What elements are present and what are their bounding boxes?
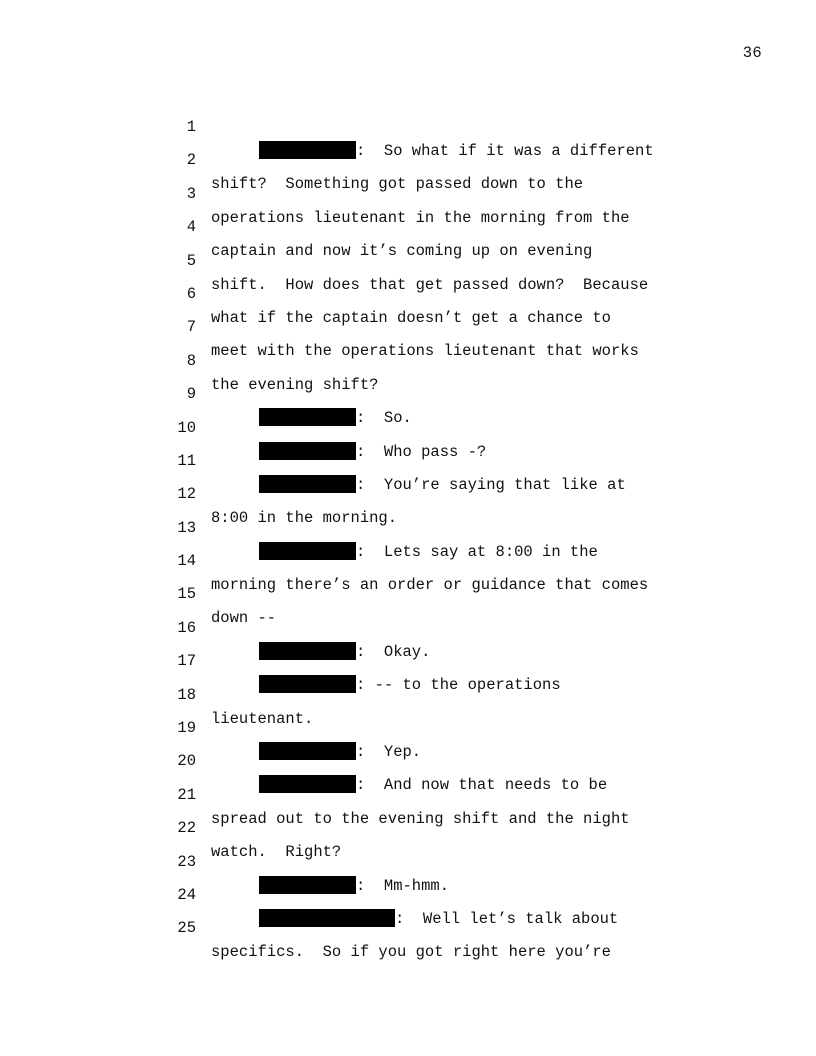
line-number: 16 [177, 618, 196, 637]
line-text: 8:00 in the morning. [211, 509, 398, 528]
transcript-line [0, 859, 816, 928]
line-text: spread out to the evening shift and the night [211, 809, 630, 828]
line-text: captain and now it’s coming up on evening [211, 242, 593, 261]
transcript-line [0, 492, 816, 561]
transcript-line [0, 592, 816, 661]
line-text: : And now that needs to be [356, 776, 608, 795]
line-text: : So what if it was a different [356, 142, 654, 160]
line-text: watch. Right? [211, 843, 342, 862]
transcript-line [0, 425, 816, 494]
line-text: : So. [356, 409, 412, 428]
line-text: shift. How does that get passed down? Because [211, 275, 649, 294]
line-text: : Lets say at 8:00 in the [356, 542, 598, 561]
line-text: the evening shift? [211, 375, 379, 394]
line-text: specifics. So if you got right here you’re [211, 943, 611, 962]
page-number: 36 [742, 44, 762, 62]
line-number: 8 [186, 351, 196, 370]
line-text: shift? Something got passed down to the [211, 175, 584, 194]
line-text: : You’re saying that like at [356, 475, 626, 494]
line-text: : Mm-hmm. [356, 876, 450, 895]
line-number: 22 [177, 819, 196, 838]
line-text: what if the captain doesn’t get a chance to [211, 308, 611, 327]
line-number: 6 [186, 284, 196, 303]
transcript-line [0, 892, 816, 962]
line-number: 14 [177, 552, 196, 571]
line-text: lieutenant. [211, 709, 314, 728]
line-text: morning there’s an order or guidance that comes [211, 576, 649, 595]
transcript-line [0, 258, 816, 327]
line-number: 7 [186, 318, 196, 337]
line-number: 19 [177, 719, 196, 738]
line-number: 4 [186, 218, 196, 237]
line-number: 20 [177, 752, 196, 771]
line-number: 15 [177, 585, 196, 604]
transcript-line [0, 325, 816, 394]
line-number: 13 [177, 518, 196, 537]
line-text: : -- to the operations [356, 676, 561, 695]
line-text: : Who pass -? [356, 442, 487, 461]
line-number: 9 [186, 385, 196, 404]
line-number: 5 [186, 251, 196, 270]
line-number: 25 [177, 919, 196, 938]
line-number: 21 [177, 785, 196, 804]
transcript-line [0, 158, 816, 227]
transcript-line [0, 191, 816, 261]
line-number: 17 [177, 652, 196, 671]
line-text: operations lieutenant in the morning from the [211, 208, 630, 227]
transcript-line [0, 291, 816, 361]
line-text: : Yep. [356, 743, 422, 762]
line-text: : Okay. [356, 642, 431, 661]
transcript-line [0, 91, 816, 160]
line-number: 23 [177, 852, 196, 871]
transcript-line [0, 225, 816, 294]
line-number: 1 [186, 118, 196, 136]
line-number: 10 [177, 418, 196, 437]
transcript-line [0, 124, 816, 194]
line-number: 12 [177, 485, 196, 504]
line-text: down -- [211, 609, 277, 628]
line-number: 3 [186, 184, 196, 203]
transcript-line [0, 759, 816, 828]
line-text: meet with the operations lieutenant that works [211, 342, 639, 361]
line-number: 11 [177, 451, 196, 470]
line-text: : Well let’s talk about [395, 909, 619, 928]
line-number: 2 [186, 151, 196, 170]
transcript-body [0, 91, 816, 962]
line-number: 24 [177, 885, 196, 904]
line-number: 18 [177, 685, 196, 704]
transcript-line [0, 659, 816, 728]
